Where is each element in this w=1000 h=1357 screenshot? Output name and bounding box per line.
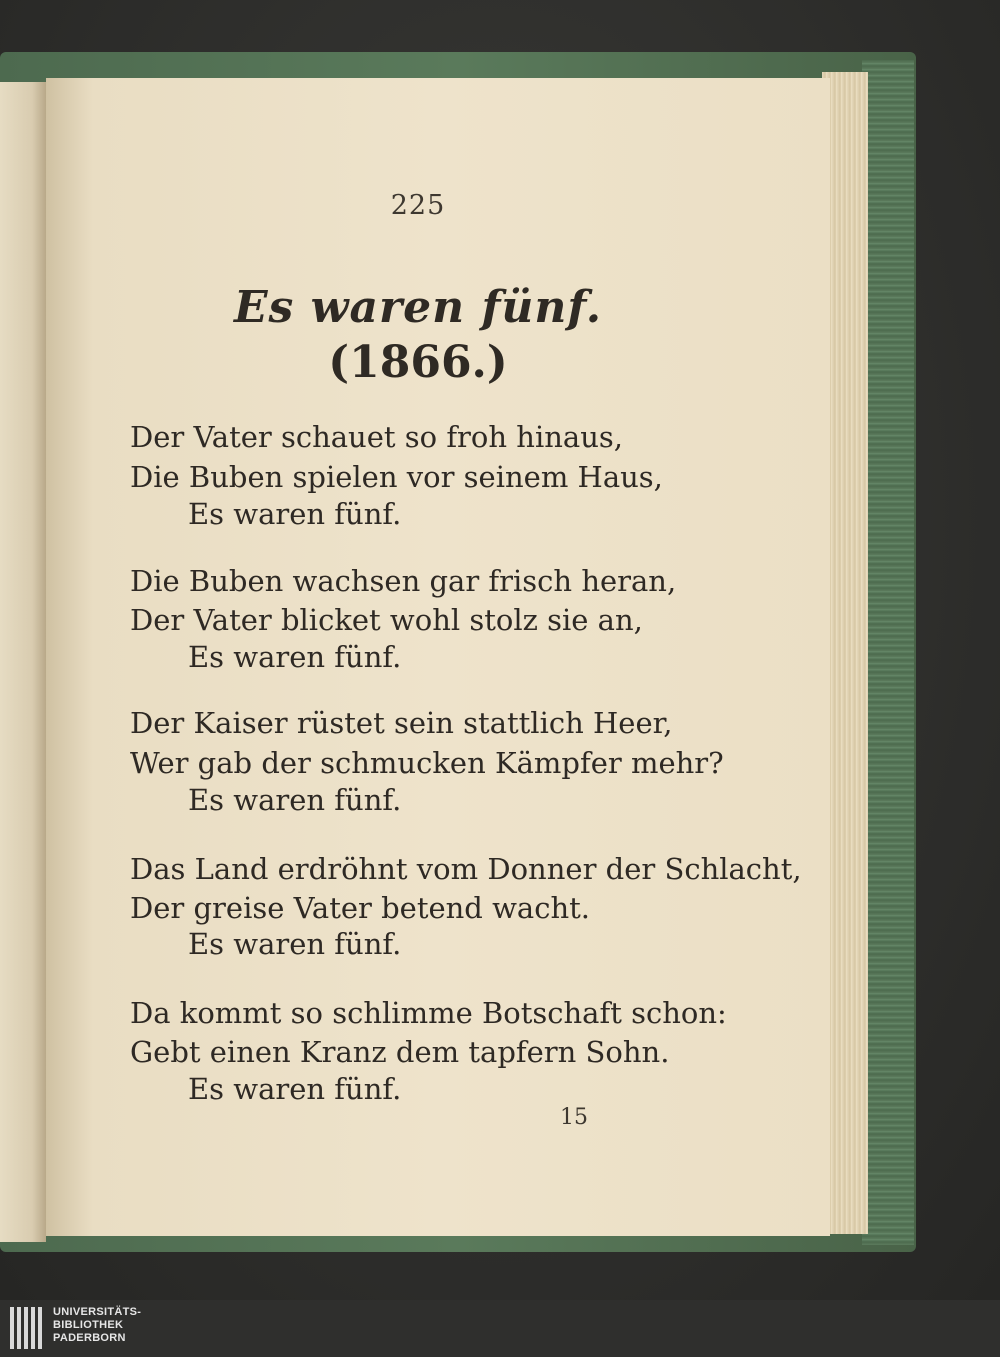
- stanza-1-line-2: Die Buben spielen vor seinem Haus,: [130, 460, 663, 494]
- poem-subtitle: (1866.): [328, 337, 508, 388]
- stanza-5-line-1: Da kommt so schlimme Botschaft schon:: [130, 996, 727, 1030]
- stanza-1-refrain: Es waren fünf.: [188, 497, 402, 531]
- poem-title: Es waren fünf.: [233, 282, 603, 333]
- stanza-5-refrain: Es waren fünf.: [188, 1072, 402, 1106]
- logo-line-1: UNIVERSITÄTS-: [53, 1306, 142, 1318]
- stanza-3-line-1: Der Kaiser rüstet sein stattlich Heer,: [130, 706, 673, 740]
- signature-mark: 15: [560, 1105, 588, 1130]
- stanza-4-refrain: Es waren fünf.: [188, 927, 402, 961]
- stanza-2-line-2: Der Vater blicket wohl stolz sie an,: [130, 603, 643, 637]
- library-logo-text: [53, 1306, 141, 1345]
- stanza-4-line-1: Das Land erdröhnt vom Donner der Schlacht,: [130, 852, 802, 886]
- stanza-4-line-2: Der greise Vater betend wacht.: [130, 891, 590, 925]
- library-logo-icon: [10, 1307, 46, 1349]
- book-cover-edge: [862, 60, 914, 1245]
- stanza-2-line-1: Die Buben wachsen gar frisch heran,: [130, 564, 677, 598]
- left-page-edge: [0, 82, 46, 1242]
- stanza-5-line-2: Gebt einen Kranz dem tapfern Sohn.: [130, 1035, 670, 1069]
- stanza-2-refrain: Es waren fünf.: [188, 640, 402, 674]
- logo-line-2: BIBLIOTHEK: [53, 1319, 124, 1331]
- stanza-3-refrain: Es waren fünf.: [188, 783, 402, 817]
- page-number: 225: [390, 190, 446, 221]
- stanza-3-line-2: Wer gab der schmucken Kämpfer mehr?: [130, 746, 724, 780]
- logo-line-3: PADERBORN: [53, 1332, 126, 1344]
- stanza-1-line-1: Der Vater schauet so froh hinaus,: [130, 420, 623, 454]
- footer-bar: [0, 1300, 1000, 1357]
